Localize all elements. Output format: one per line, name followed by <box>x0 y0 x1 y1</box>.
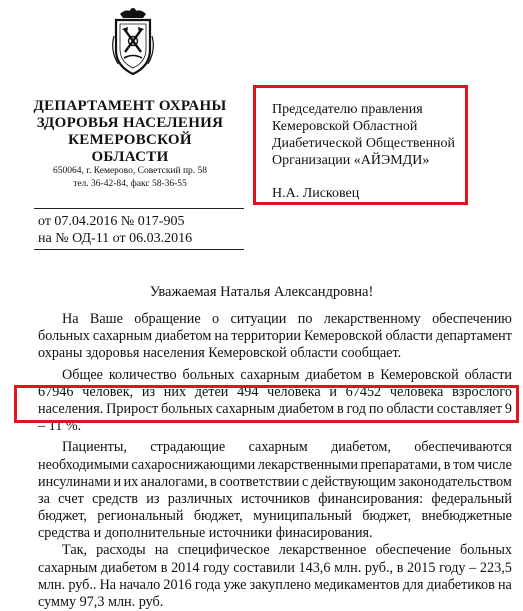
coat-of-arms-emblem <box>110 6 156 80</box>
recipient-block <box>272 101 512 202</box>
body-line: инсулинами и их аналогами, в соответствии с действующим законодательством <box>38 473 512 490</box>
body-line: Пациенты, страдающие сахарным диабетом, обеспечиваются <box>62 439 512 456</box>
letter-greeting: Уважаемая Наталья Александровна! <box>149 284 374 300</box>
department-name: ДЕПАРТАМЕНТ ОХРАНЫ ЗДОРОВЬЯ НАСЕЛЕНИЯ КЕМЕРОВСКОЙ ОБЛАСТИ <box>33 98 227 165</box>
body-line: охраны здоровья населения Кемеровской области сообщает. <box>38 345 402 362</box>
body-line: сумму 97,3 млн. руб. <box>38 594 164 610</box>
reference-divider <box>34 249 244 250</box>
body-line: необходимыми сахароснижающими лекарственными препаратами, в том числе <box>38 456 512 473</box>
body-line: – 11 %. <box>38 418 82 435</box>
body-line: Общее количество больных сахарным диабетом в Кемеровской области <box>62 366 512 383</box>
recipient-line: Кемеровской Областной <box>272 119 418 134</box>
body-line: сахарным диабетом в 2014 году составили 143,6 млн. руб., в 2015 году – 223,5 <box>38 559 512 576</box>
body-line: На Ваше обращение о ситуации по лекарственному обеспечению <box>62 311 512 327</box>
reference-divider <box>34 208 244 209</box>
body-line: 67946 человек, из них детей 494 человека и 67452 человека взрослого <box>38 383 512 400</box>
recipient-line: Диабетической Общественной <box>272 136 456 151</box>
growth-highlight-box <box>14 385 519 423</box>
letter-body <box>38 311 512 611</box>
recipient-line: Организации «АЙЭМДИ» <box>272 153 430 168</box>
body-line: населения. Прирост больных сахарным диабетом в год по области составляет 9 <box>38 400 512 417</box>
incoming-reference: на № ОД-11 от 06.03.2016 <box>38 231 193 246</box>
body-line: больных сахарным диабетом на территории Кемеровской области департамент <box>38 328 512 345</box>
outgoing-reference: от 07.04.2016 № 017-905 <box>38 214 185 229</box>
body-line: Так, расходы на специфическое лекарственное обеспечение больных <box>62 542 512 559</box>
recipient-name: Н.А. Лисковец <box>272 186 360 201</box>
body-line: млн. руб.. На начало 2016 года уже закуплено медикаментов для диабетиков на <box>38 576 512 593</box>
body-line: бюджет, региональный бюджет, муниципальный бюджет, внебюджетные <box>38 508 512 525</box>
body-line: за счет средств из различных источников финансирования: федеральный <box>38 490 512 507</box>
body-line: средства и дополнительные источники финасирования. <box>38 525 373 542</box>
department-address: 650064, г. Кемерово, Советский пр. 58 тел. 36-42-84, факс 58-36-55 <box>52 166 208 189</box>
recipient-line: Председателю правления <box>272 102 423 117</box>
